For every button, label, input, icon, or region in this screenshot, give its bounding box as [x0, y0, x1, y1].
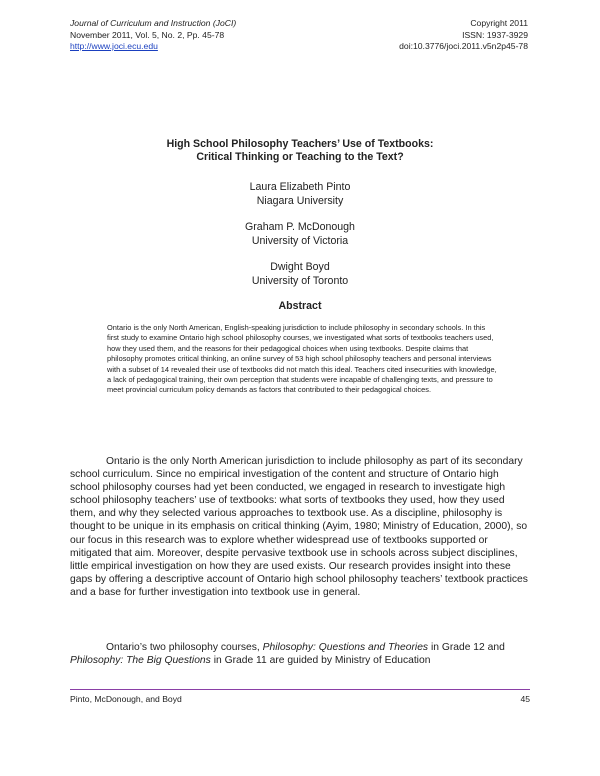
- author-name: Graham P. McDonough: [245, 221, 355, 233]
- course-title-1: Philosophy: Questions and Theories: [262, 642, 429, 653]
- title-line-2: Critical Thinking or Teaching to the Text?: [196, 151, 404, 163]
- author-block-1: [0, 181, 600, 208]
- body-paragraph-2: [70, 641, 530, 667]
- footer-authors: Pinto, McDonough, and Boyd: [70, 694, 182, 704]
- issn: ISSN: 1937-3929: [462, 29, 528, 40]
- footer-rule: [70, 689, 530, 690]
- title-line-1: High School Philosophy Teachers’ Use of Textbooks:: [166, 138, 434, 150]
- paragraph-1-text: Ontario is the only North American jurisdiction to include philosophy as part of its secondary school curriculum. Since no empirical investigation of the content and structure of Ontario high school philosophy courses had yet been conducted, we engaged in research to investigate high school philosophy teachers’ use of textbooks: what sorts of textbooks they used, how they used them, and why they selected various approaches to textbook use. As a discipline, philosophy is thought to be unique in its emphasis on critical thinking (Ayim, 1980; Ministry of Education, 2000), so our focus in this research was to explore whether widespread use of textbooks supported or mitigated that aim. Moreover, despite pervasive textbook use in schools across subject disciplines, little empirical investigation on how they are used exists. Our research provides insight into these gaps by offering a descriptive account of Ontario high school philosophy teachers’ textbook practices and a base for further investigation into textbook use in general.: [70, 456, 528, 598]
- journal-header-right: [399, 18, 528, 53]
- course-title-2: Philosophy: The Big Questions: [70, 655, 211, 667]
- journal-issue: November 2011, Vol. 5, No. 2, Pp. 45-78: [70, 29, 225, 40]
- author-affiliation: Niagara University: [256, 194, 344, 207]
- paragraph-2-start: Ontario’s two philosophy courses,: [106, 642, 260, 653]
- page-number: 45: [520, 694, 530, 704]
- paper-title: [0, 138, 600, 164]
- body-paragraph-1: [70, 455, 530, 599]
- abstract-text: Ontario is the only North American, English-speaking jurisdiction to include philosophy in secondary schools. In this first study to examine Ontario high school philosophy courses, we investigated what sorts of textbooks teachers used, how they used them, and the reasons for their pedagogical choices when using textbooks. Despite claims that philosophy promotes critical thinking, an online survey of 53 high school philosophy teachers and personal interviews with a subset of 14 revealed their use of textbooks did not match this ideal. Teachers cited insecurities with knowledge, a lack of pedagogical training, their own perception that students were incapable of challenging texts, and pressure to meet provincial curriculum policy demands as factors that contributed to their pedagogical choices.: [107, 323, 497, 395]
- author-block-2: [0, 221, 600, 248]
- paragraph-2-mid: in Grade 12 and: [430, 642, 505, 653]
- abstract-heading: Abstract: [278, 300, 322, 312]
- author-affiliation: University of Victoria: [251, 234, 349, 247]
- doi: doi:10.3776/joci.2011.v5n2p45-78: [399, 41, 528, 51]
- journal-name: Journal of Curriculum and Instruction (JoCI): [70, 18, 237, 28]
- paragraph-2-end: in Grade 11 are guided by Ministry of Education: [213, 655, 431, 667]
- author-name: Dwight Boyd: [270, 261, 330, 273]
- author-name: Laura Elizabeth Pinto: [249, 181, 351, 193]
- author-block-3: [0, 261, 600, 288]
- author-affiliation: University of Toronto: [251, 274, 349, 287]
- journal-header-left: [70, 18, 236, 53]
- copyright: Copyright 2011: [470, 18, 528, 28]
- journal-url-link[interactable]: http://www.joci.ecu.edu: [70, 41, 158, 51]
